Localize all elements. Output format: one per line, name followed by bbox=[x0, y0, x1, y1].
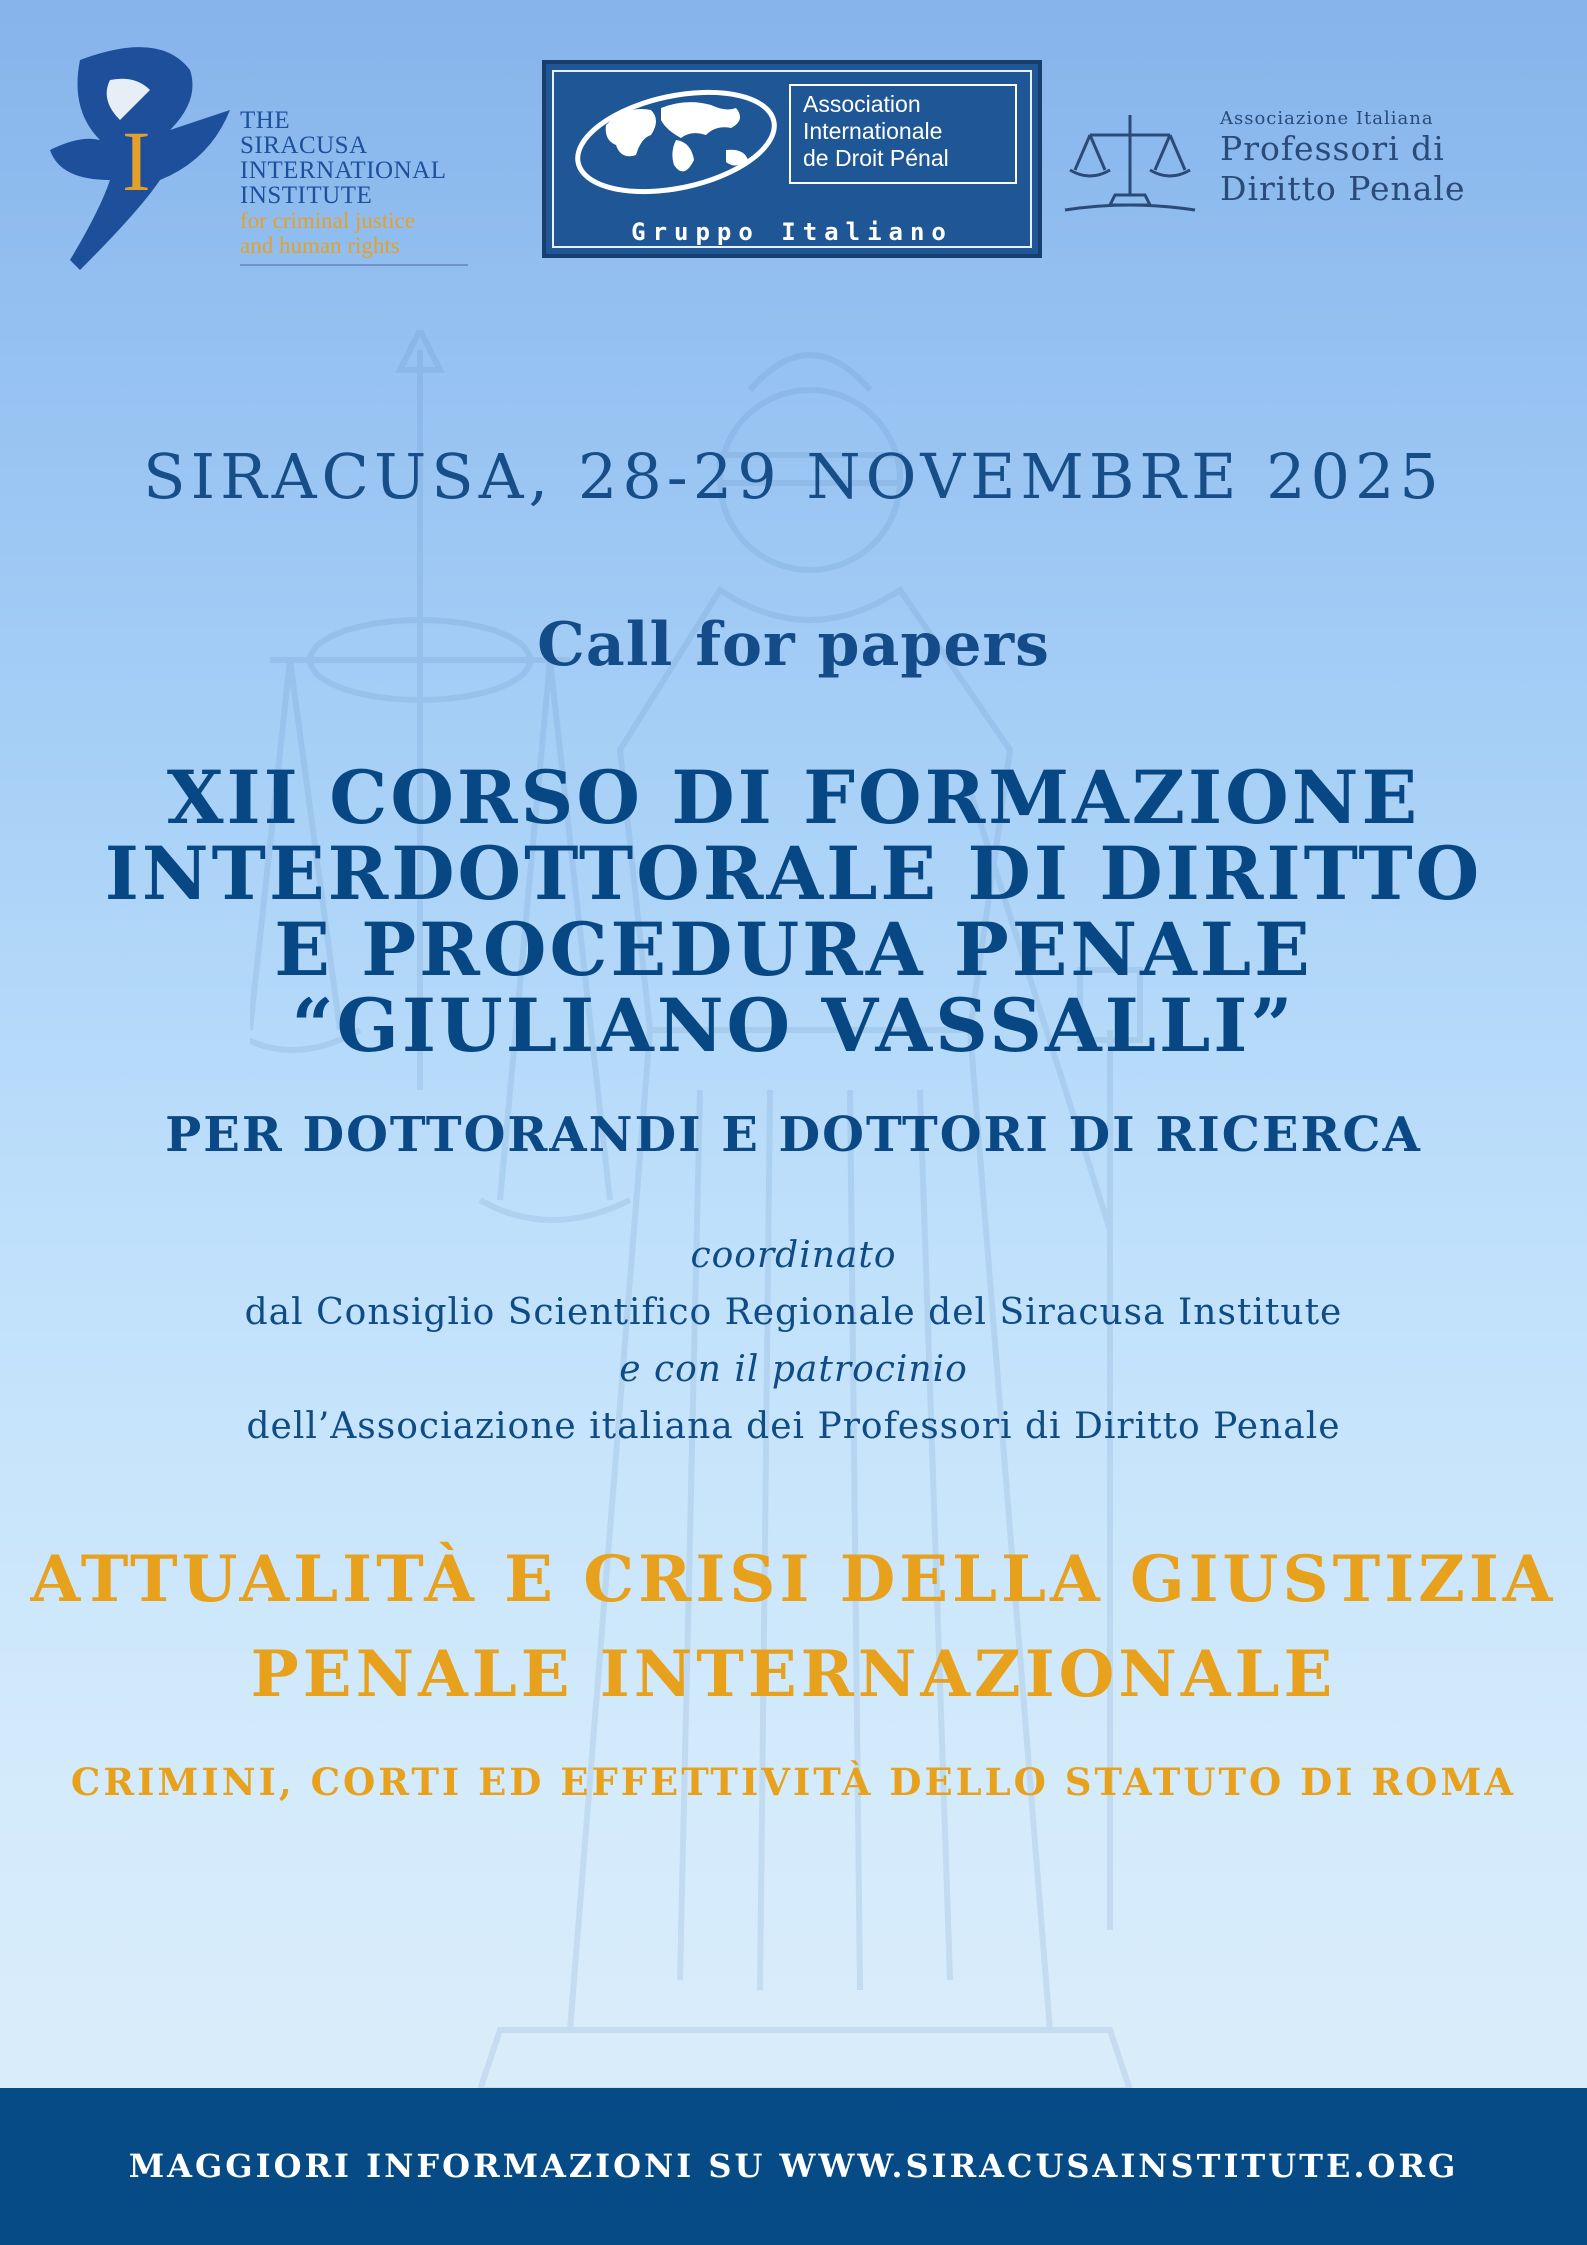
course-title-line: E PROCEDURA PENALE bbox=[274, 907, 1313, 993]
course-title-line: XII CORSO DI FORMAZIONE bbox=[166, 755, 1421, 841]
call-for-papers-heading: Call for papers bbox=[537, 610, 1050, 680]
theme-subtitle: CRIMINI, CORTI ED EFFETTIVITÀ DELLO STATUTO DI ROMA bbox=[70, 1760, 1517, 1804]
aidp-line: Internationale bbox=[803, 118, 943, 144]
scales-of-justice-icon bbox=[1060, 110, 1200, 220]
event-date-place: SIRACUSA, 28-29 NOVEMBRE 2025 bbox=[143, 440, 1444, 513]
coordination-line: dal Consiglio Scientifico Regionale del Siracusa Institute bbox=[244, 1292, 1343, 1333]
course-title-line: “GIULIANO VASSALLI” bbox=[291, 983, 1296, 1069]
aipdp-line: Diritto Penale bbox=[1220, 169, 1466, 208]
theme-title-line: ATTUALITÀ E CRISI DELLA GIUSTIZIA bbox=[30, 1542, 1557, 1617]
lady-justice-watermark bbox=[250, 330, 1300, 2090]
sii-line: INTERNATIONAL bbox=[240, 157, 447, 184]
sii-wordmark bbox=[240, 108, 468, 266]
sii-line: SIRACUSA bbox=[240, 132, 368, 159]
svg-text:I: I bbox=[122, 113, 151, 209]
siracusa-institute-logo bbox=[40, 40, 480, 280]
sii-tagline: for criminal justice bbox=[240, 208, 415, 233]
sii-tagline: and human rights bbox=[240, 233, 400, 258]
coordination-line: dell’Associazione italiana dei Professori di Diritto Penale bbox=[246, 1406, 1341, 1447]
aidp-line: de Droit Pénal bbox=[803, 145, 949, 171]
sii-line: THE bbox=[240, 107, 291, 134]
theme-title bbox=[0, 1532, 1587, 1722]
coordination-line: e con il patrocinio bbox=[619, 1349, 968, 1390]
sii-brush-mark-icon bbox=[40, 40, 240, 280]
aipdp-wordmark bbox=[1220, 108, 1465, 209]
course-title bbox=[0, 755, 1587, 1069]
sii-line: INSTITUTE bbox=[240, 182, 373, 209]
logo-header bbox=[0, 0, 1587, 290]
aidp-logo bbox=[542, 60, 1042, 258]
coordination-line: coordinato bbox=[690, 1235, 897, 1276]
course-title-line: INTERDOTTORALE DI DIRITTO bbox=[104, 831, 1483, 917]
aidp-line: Association bbox=[803, 91, 921, 117]
world-globe-icon bbox=[566, 80, 781, 200]
divider bbox=[240, 264, 468, 266]
aidp-group-label: Gruppo Italiano bbox=[631, 218, 953, 246]
aipdp-line: Professori di bbox=[1220, 129, 1445, 168]
theme-title-line: PENALE INTERNAZIONALE bbox=[250, 1637, 1337, 1712]
coordination-block bbox=[0, 1227, 1587, 1455]
aidp-name-box bbox=[789, 84, 1017, 184]
footer-website-text: MAGGIORI INFORMAZIONI SU WWW.SIRACUSAINSTITUTE.ORG bbox=[128, 2147, 1459, 2185]
aipdp-small-caption: Associazione Italiana bbox=[1220, 108, 1434, 129]
footer-info-bar bbox=[0, 2088, 1587, 2245]
aipdp-logo bbox=[1060, 100, 1560, 220]
audience-line: PER DOTTORANDI E DOTTORI DI RICERCA bbox=[165, 1107, 1422, 1163]
